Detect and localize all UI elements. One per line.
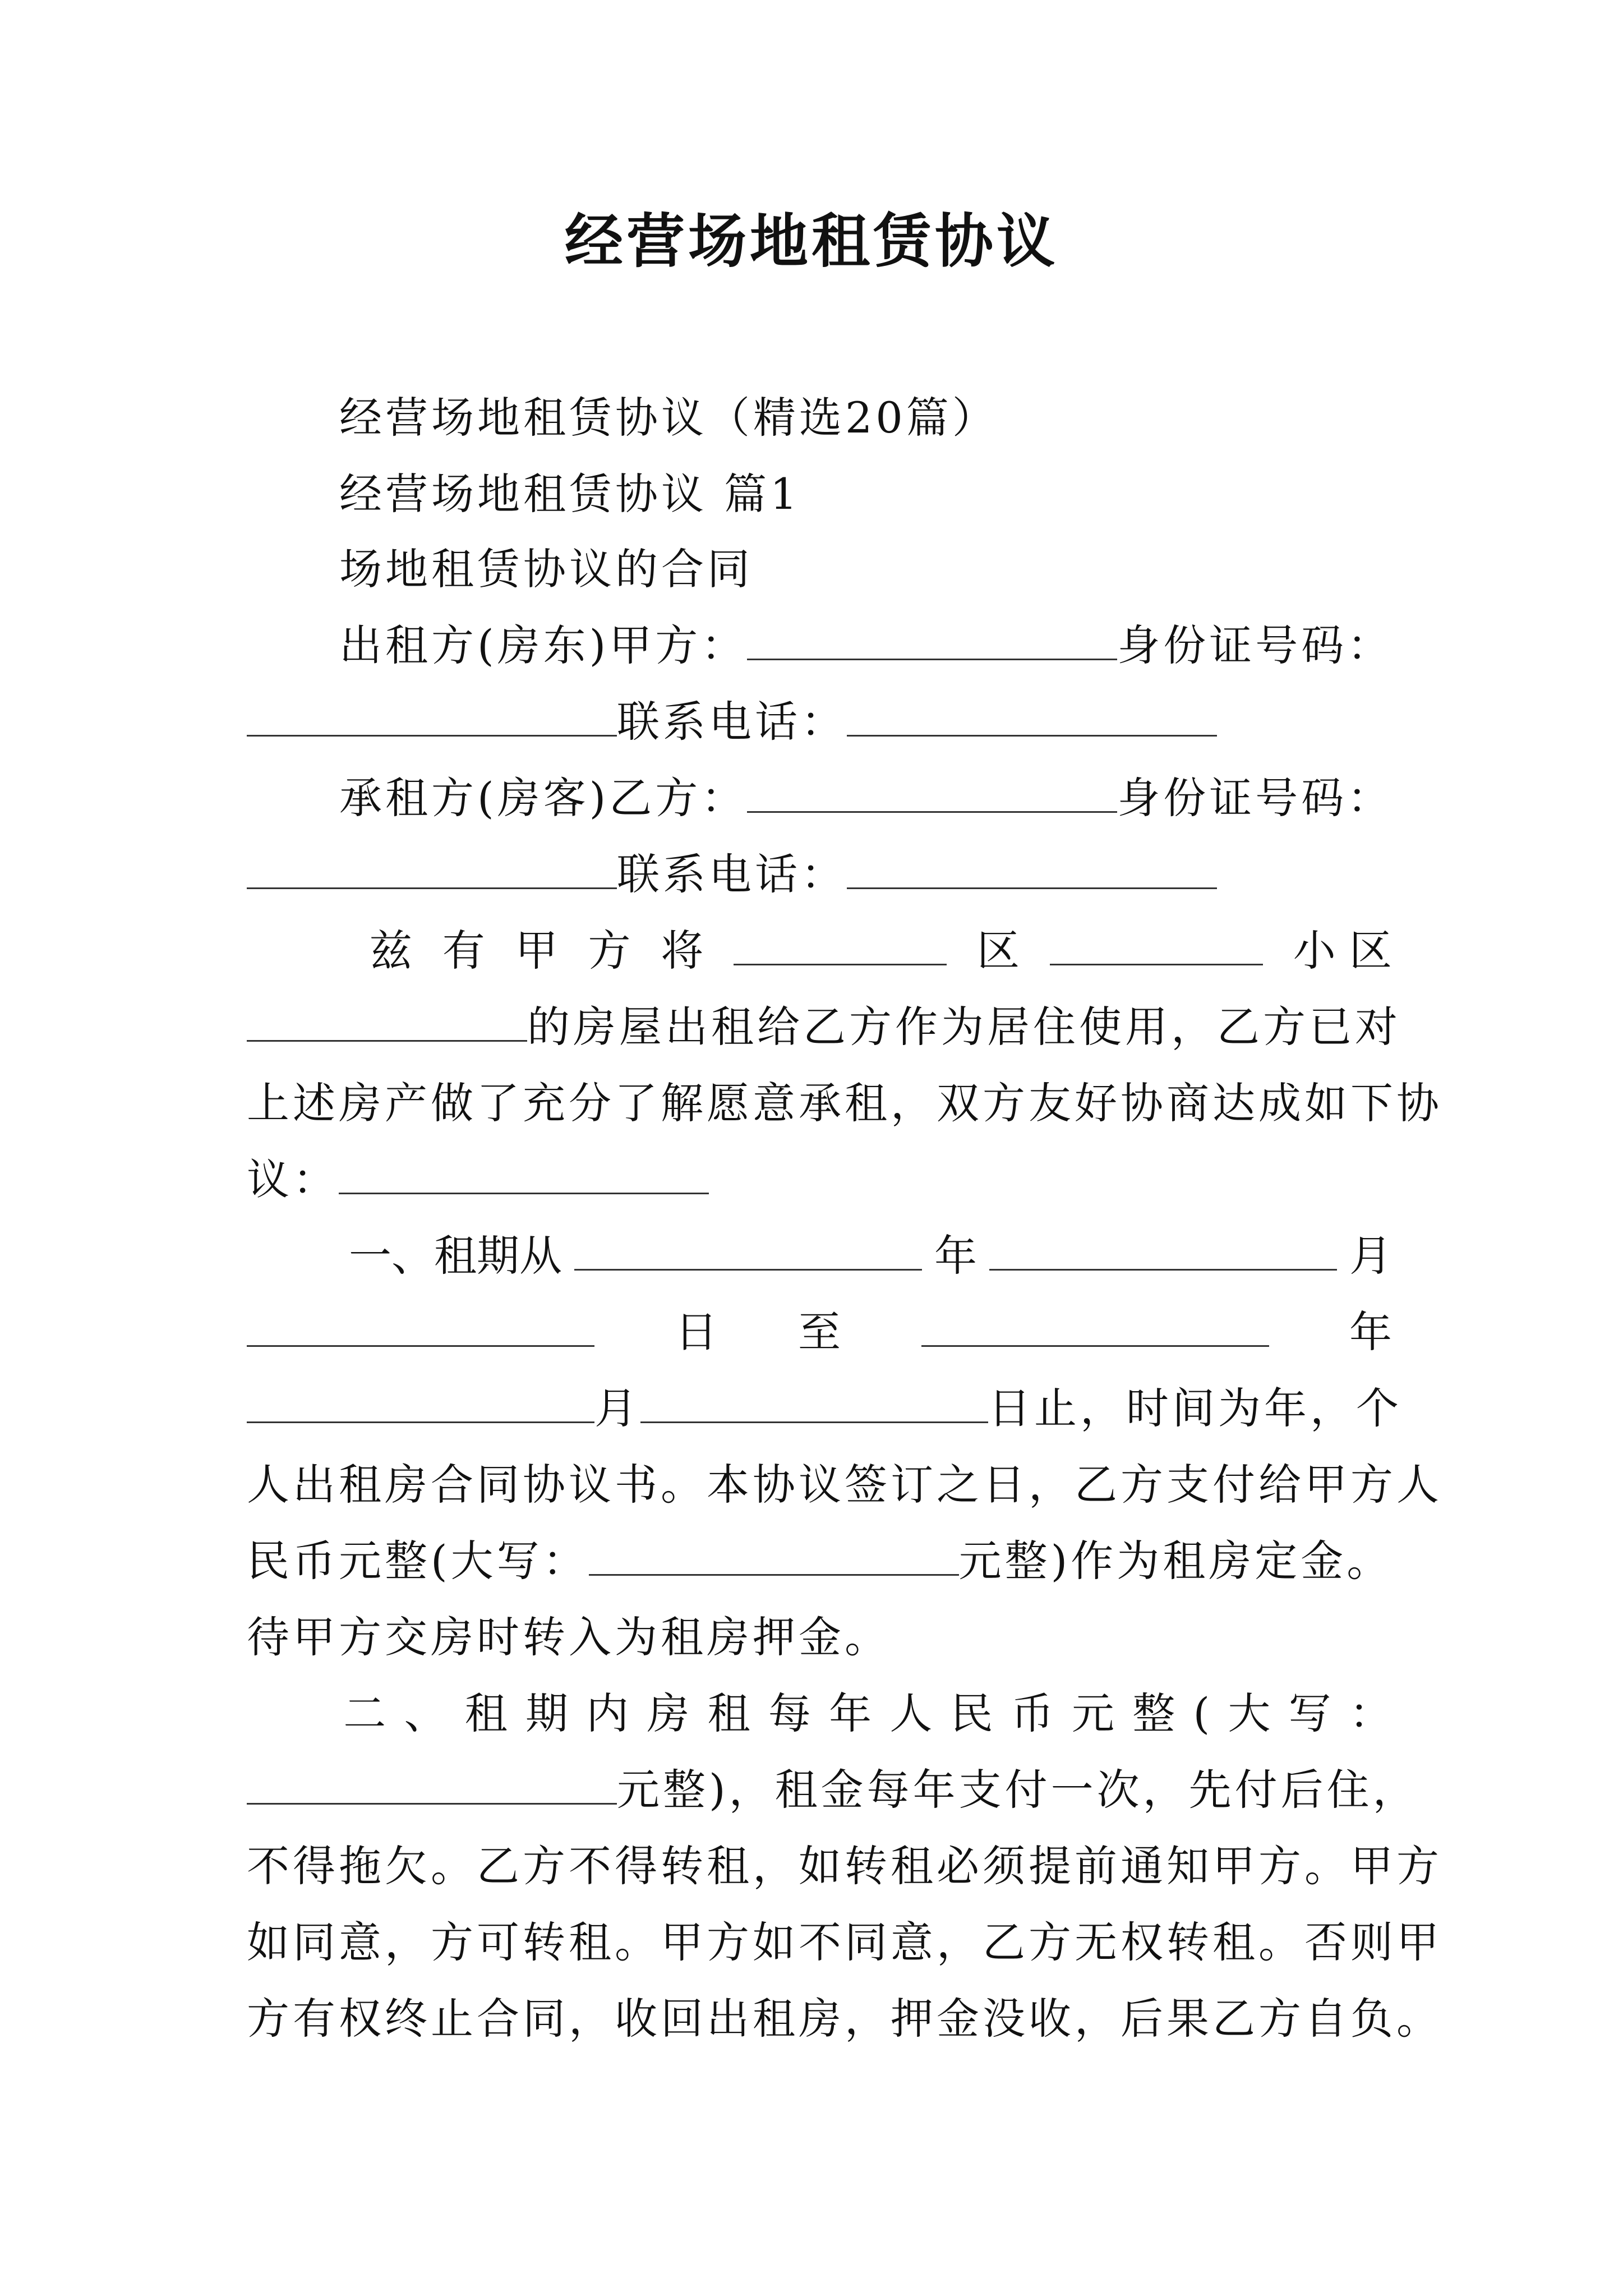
intro-line-4	[247, 1149, 709, 1211]
clause2-char: 租	[707, 1688, 750, 1738]
agreement-blank	[339, 1153, 709, 1194]
clause1-line-6: 待甲方交房时转入为租房押金。	[247, 1612, 891, 1662]
clause1-end-text: 日止，时间为年，个	[988, 1383, 1402, 1433]
start-year-blank	[574, 1230, 922, 1271]
clause1-line-2	[247, 1301, 1392, 1363]
part-heading: 经营场地租赁协议 篇1	[339, 469, 801, 519]
lessor-id-label: 身份证号码：	[1117, 620, 1394, 670]
clause1-line-4: 人出租房合同协议书。本协议签订之日，乙方支付给甲方人	[247, 1460, 1442, 1510]
lessor-line	[339, 615, 1393, 677]
month-label: 月	[1349, 1231, 1392, 1281]
clause2-line-4: 如同意，方可转租。甲方如不同意，乙方无权转租。否则甲	[247, 1917, 1442, 1967]
lessee-line	[339, 767, 1393, 829]
lessor-id-blank	[247, 696, 617, 737]
month-label: 月	[594, 1383, 640, 1433]
clause2-char: 每	[768, 1688, 811, 1738]
clause2-char: 期	[525, 1688, 568, 1738]
clause2-char: 租	[464, 1688, 508, 1738]
clause1-text: 民币元整(大写：	[247, 1536, 589, 1586]
lessee-id-blank	[247, 848, 617, 889]
clause2-char: 元	[1072, 1688, 1115, 1738]
clause2-char: 人	[889, 1688, 933, 1738]
clause2-line-2	[247, 1759, 1419, 1821]
intro-char: 兹	[369, 926, 412, 976]
lessor-label: 出租方(房东)甲方：	[339, 620, 748, 670]
community-label: 小 区	[1293, 926, 1392, 976]
clause1-line-1	[247, 1225, 1392, 1287]
intro-char: 甲	[515, 926, 558, 976]
intro-line-2	[247, 996, 1401, 1058]
clause2-char: 民	[950, 1688, 993, 1738]
clause2-char: ：	[1349, 1688, 1392, 1738]
lessee-phone-blank	[847, 848, 1217, 889]
day-label: 日	[675, 1307, 718, 1357]
clause2-line-5: 方有权终止合同，收回出租房，押金没收，后果乙方自负。	[247, 1994, 1442, 2044]
end-day-blank	[640, 1382, 988, 1423]
lessee-label: 承租方(房客)乙方：	[339, 773, 748, 823]
clause2-char: 房	[647, 1688, 690, 1738]
document-subtitle: 经营场地租赁协议（精选20篇）	[339, 393, 998, 443]
start-month-blank	[989, 1230, 1337, 1271]
start-day-blank	[247, 1306, 594, 1347]
document-title: 经营场地租赁协议	[564, 206, 1058, 275]
end-month-blank	[247, 1382, 594, 1423]
community-blank	[1050, 924, 1263, 965]
district-blank	[734, 924, 947, 965]
lessee-contact-line	[247, 844, 1217, 905]
clause2-char: 币	[1011, 1688, 1054, 1738]
intro-char: 有	[442, 926, 485, 976]
clause2-char: 年	[829, 1688, 872, 1738]
intro-char: 方	[588, 926, 631, 976]
contract-name: 场地租赁协议的合同	[339, 544, 753, 594]
district-label: 区	[977, 926, 1020, 976]
end-year-blank	[921, 1306, 1269, 1347]
lessor-contact-line	[247, 691, 1217, 753]
clause2-line-3: 不得拖欠。乙方不得转租，如转租必须提前通知甲方。甲方	[247, 1841, 1442, 1891]
lessor-name-blank	[747, 619, 1117, 660]
intro-char: 将	[661, 926, 704, 976]
clause2-char: 内	[586, 1688, 629, 1738]
year-label: 年	[934, 1231, 977, 1281]
intro-text: 议：	[247, 1154, 339, 1204]
clause2-char: 二	[343, 1688, 386, 1738]
clause1-line-5	[247, 1530, 1393, 1592]
deposit-amount-blank	[589, 1535, 959, 1576]
to-label: 至	[798, 1307, 841, 1357]
lessee-name-blank	[747, 772, 1117, 813]
clause1-start: 一、租期从	[349, 1231, 562, 1281]
lessor-phone-blank	[847, 696, 1217, 737]
clause2-char: 整	[1132, 1688, 1175, 1738]
intro-text: 的房屋出租给乙方作为居住使用，乙方已对	[527, 1002, 1401, 1052]
clause2-line-1	[247, 1683, 1392, 1745]
clause2-char: (	[1193, 1688, 1210, 1738]
clause2-text: 元整)，租金每年支付一次，先付后住，	[617, 1765, 1419, 1815]
clause2-char: 写	[1288, 1688, 1331, 1738]
lessor-phone-label: 联系电话：	[617, 697, 847, 747]
intro-line-3: 上述房产做了充分了解愿意承租，双方友好协商达成如下协	[247, 1078, 1442, 1128]
lessee-phone-label: 联系电话：	[617, 849, 847, 899]
clause2-char: 、	[404, 1688, 447, 1738]
address-blank	[247, 1001, 527, 1042]
intro-line-1	[247, 920, 1392, 982]
clause1-line-3	[247, 1378, 1402, 1439]
lessee-id-label: 身份证号码：	[1117, 773, 1394, 823]
year-label: 年	[1349, 1307, 1392, 1357]
clause1-text: 元整)作为租房定金。	[958, 1536, 1393, 1586]
rent-amount-blank	[247, 1764, 617, 1805]
clause2-char: 大	[1228, 1688, 1271, 1738]
